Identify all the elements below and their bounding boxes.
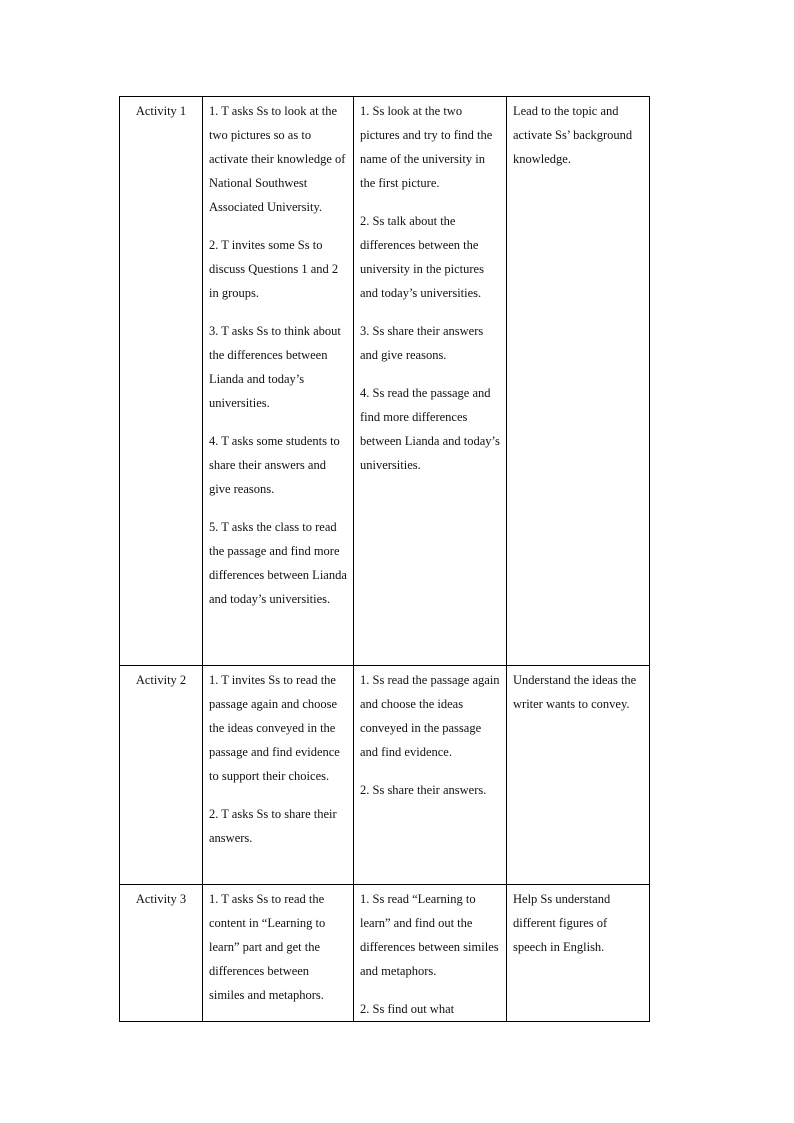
student-step: 2. Ss talk about the differences between the university in the pictures and today’s universities. xyxy=(360,214,484,300)
teacher-activities-cell xyxy=(203,666,354,885)
student-activities-cell xyxy=(354,97,507,666)
teacher-step: 4. T asks some students to share their answers and give reasons. xyxy=(209,434,340,496)
teacher-step: 5. T asks the class to read the passage and find more differences between Lianda and today’s universities. xyxy=(209,520,347,606)
teacher-step: 2. T invites some Ss to discuss Questions 1 and 2 in groups. xyxy=(209,238,339,300)
lesson-plan-table xyxy=(119,96,650,1022)
table-row xyxy=(120,666,650,885)
student-step: 1. Ss read the passage again and choose the ideas conveyed in the passage and find evidence. xyxy=(360,673,500,759)
student-activities-cell xyxy=(354,666,507,885)
student-activities-cell xyxy=(354,885,507,1022)
teacher-activities-cell xyxy=(203,885,354,1022)
teacher-step: 3. T asks Ss to think about the differences between Lianda and today’s universities. xyxy=(209,324,341,410)
student-step: 1. Ss look at the two pictures and try to find the name of the university in the first picture. xyxy=(360,104,493,190)
table-row xyxy=(120,885,650,1022)
activity-label: Activity 2 xyxy=(120,666,203,885)
teacher-activities-cell xyxy=(203,97,354,666)
student-step: 4. Ss read the passage and find more differences between Lianda and today’s universities. xyxy=(360,386,500,472)
student-step: 2. Ss share their answers. xyxy=(360,783,487,797)
teacher-step: 2. T asks Ss to share their answers. xyxy=(209,807,337,845)
table-row xyxy=(120,97,650,666)
student-step: 3. Ss share their answers and give reasons. xyxy=(360,324,484,362)
activity-label: Activity 1 xyxy=(120,97,203,666)
purpose-cell: Help Ss understand different figures of speech in English. xyxy=(507,885,650,1022)
student-step: 2. Ss find out what xyxy=(360,1002,455,1016)
activity-label: Activity 3 xyxy=(120,885,203,1022)
student-step: 1. Ss read “Learning to learn” and find out the differences between similes and metaphors. xyxy=(360,892,499,978)
purpose-cell: Understand the ideas the writer wants to convey. xyxy=(507,666,650,885)
purpose-cell: Lead to the topic and activate Ss’ background knowledge. xyxy=(507,97,650,666)
teacher-step: 1. T invites Ss to read the passage again and choose the ideas conveyed in the passage and find evidence to support their choices. xyxy=(209,673,340,783)
teacher-step: 1. T asks Ss to read the content in “Learning to learn” part and get the differences between similes and metaphors. xyxy=(209,892,326,1002)
teacher-step: 1. T asks Ss to look at the two pictures so as to activate their knowledge of National Southwest Associated University. xyxy=(209,104,346,214)
